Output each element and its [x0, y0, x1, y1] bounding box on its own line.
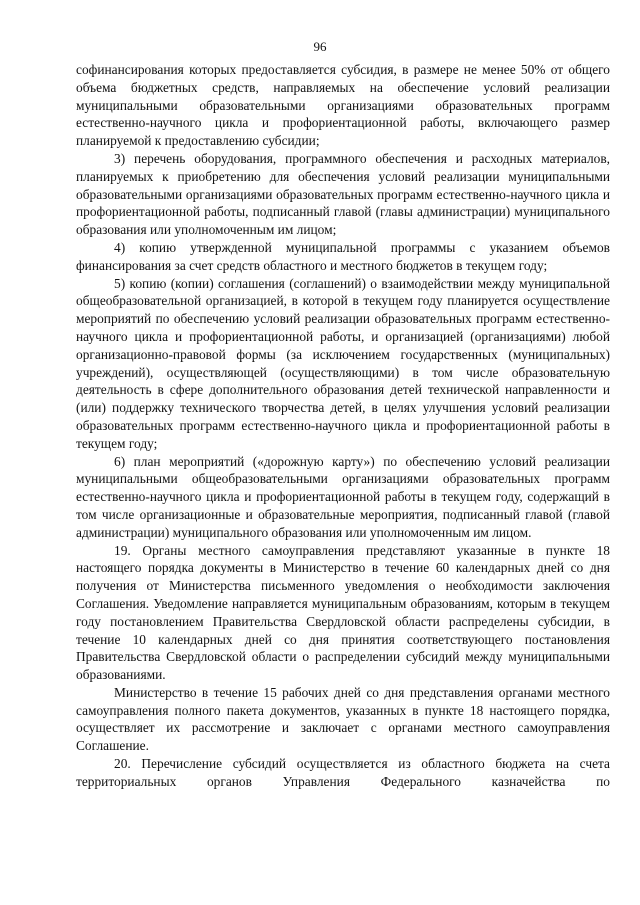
document-body: [76, 61, 610, 791]
paragraph-item-3: 3) перечень оборудования, программного обеспечения и расходных материалов, планируемых к приобретению для обеспечения условий реализации муниципальными образовательными организациями образовательных программ естественно-научного цикла и профориентационной работы, подписанный главой (главы администрации) муниципального образования или уполномоченным им лицом;: [76, 150, 610, 238]
paragraph-item-5: 5) копию (копии) соглашения (соглашений) о взаимодействии между муниципальной общеобразовательной организацией, в которой в текущем году планируется осуществление мероприятий по обеспечению условий реализации образовательных программ естественно-научного цикла и профориентационной работы, и организацией (организациями) любой организационно-правовой формы (за исключением государственных (муниципальных) учреждений), осуществляющей (осуществляющими) в том числе образовательную деятельность в сфере дополнительного образования детей технической направленности и (или) поддержку технического творчества детей, в целях улучшения условий реализации образовательных программ естественно-научного цикла и профориентационной работы в текущем году;: [76, 275, 610, 451]
paragraph-item-6: 6) план мероприятий («дорожную карту») по обеспечению условий реализации муниципальными общеобразовательными организациями образовательных программ естественно-научного цикла и профориентационной работы в текущем году, содержащий в том числе организационные и образовательные мероприятия, подписанный главой (главой администрации) муниципального образования или уполномоченным им лицом.: [76, 453, 610, 540]
paragraph-item-4: 4) копию утвержденной муниципальной программы с указанием объемов финансирования за счет средств областного и местного бюджетов в текущем году;: [76, 239, 610, 273]
paragraph-continuation: софинансирования которых предоставляется субсидия, в размере не менее 50% от общего объема бюджетных средств, направляемых на обеспечение условий реализации муниципальными образовательными организациями образовательных программ естественно-научного цикла и профориентационной работы, включающего размер планируемой к предоставлению субсидии;: [76, 62, 610, 149]
paragraph-clause-19: 19. Органы местного самоуправления представляют указанные в пункте 18 настоящего порядка документы в Министерство в течение 60 календарных дней со дня получения от Министерства письменного уведомления о необходимости заключения Соглашения. Уведомление направляется муниципальным образованиям, которым в текущем году постановлением Правительства Свердловской области распределены субсидии, в течение 10 календарных дней со дня принятия соответствующего постановления Правительства Свердловской области о распределении субсидий между муниципальными образованиями.: [76, 542, 610, 683]
page-number: 96: [313, 39, 327, 54]
paragraph-ministry-review: Министерство в течение 15 рабочих дней со дня представления органами местного самоуправления полного пакета документов, указанных в пункте 18 настоящего порядка, осуществляет их рассмотрение и заключает с органами местного самоуправления Соглашение.: [76, 684, 610, 754]
paragraph-clause-20: 20. Перечисление субсидий осуществляется из областного бюджета на счета территориальных органов Управления Федерального казначейства по: [76, 756, 610, 789]
